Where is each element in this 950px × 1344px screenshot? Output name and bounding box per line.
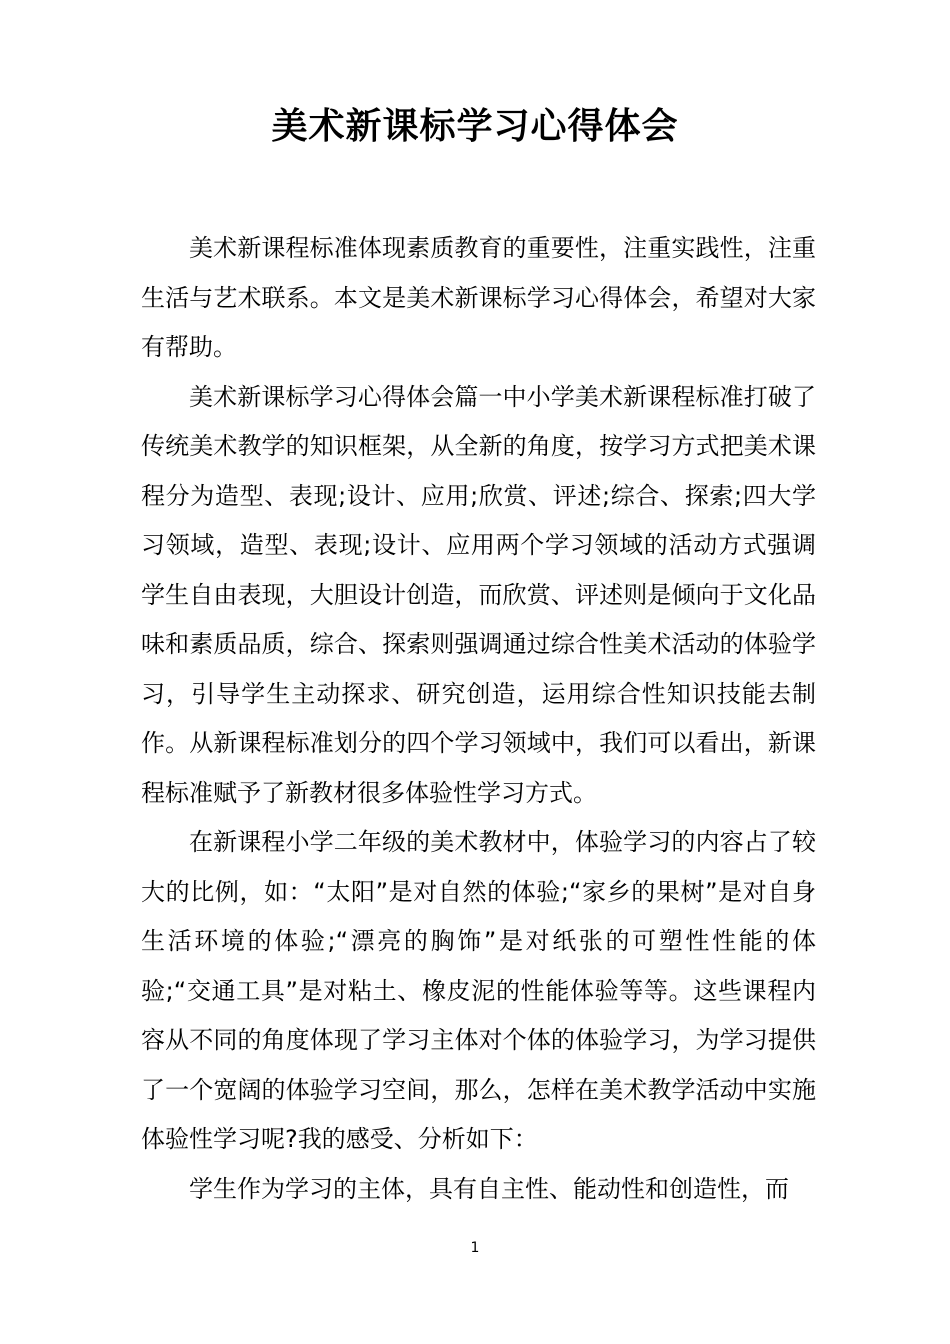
document-body	[141, 224, 816, 1214]
page-number: 1	[470, 1240, 480, 1256]
document-title: 美术新课标学习心得体会	[271, 106, 679, 147]
paragraph-experience-learning: 在新课程小学二年级的美术教材中，体验学习的内容占了较大的比例，如：“太阳”是对自然的体验;“家乡的果树”是对自身生活环境的体验;“漂亮的胸饰”是对纸张的可塑性性能的体验;“交通工具”是对粘土、橡皮泥的性能体验等等。这些课程内容从不同的角度体现了学习主体对个体的体验学习，为学习提供了一个宽阔的体验学习空间，那么，怎样在美术教学活动中实施体验性学习呢?我的感受、分析如下：	[141, 828, 816, 1153]
paragraph-intro: 美术新课程标准体现素质教育的重要性，注重实践性，注重生活与艺术联系。本文是美术新课标学习心得体会，希望对大家有帮助。	[141, 234, 816, 361]
paragraph-student-subject: 学生作为学习的主体，具有自主性、能动性和创造性，而	[189, 1174, 789, 1203]
paragraph-part-one: 美术新课标学习心得体会篇一中小学美术新课程标准打破了传统美术教学的知识框架，从全新的角度，按学习方式把美术课程分为造型、表现;设计、应用;欣赏、评述;综合、探索;四大学习领域，造型、表现;设计、应用两个学习领域的活动方式强调学生自由表现，大胆设计创造，而欣赏、评述则是倾向于文化品味和素质品质，综合、探索则强调通过综合性美术活动的体验学习，引导学生主动探求、研究创造，运用综合性知识技能去制作。从新课程标准划分的四个学习领域中，我们可以看出，新课程标准赋予了新教材很多体验性学习方式。	[141, 382, 816, 807]
